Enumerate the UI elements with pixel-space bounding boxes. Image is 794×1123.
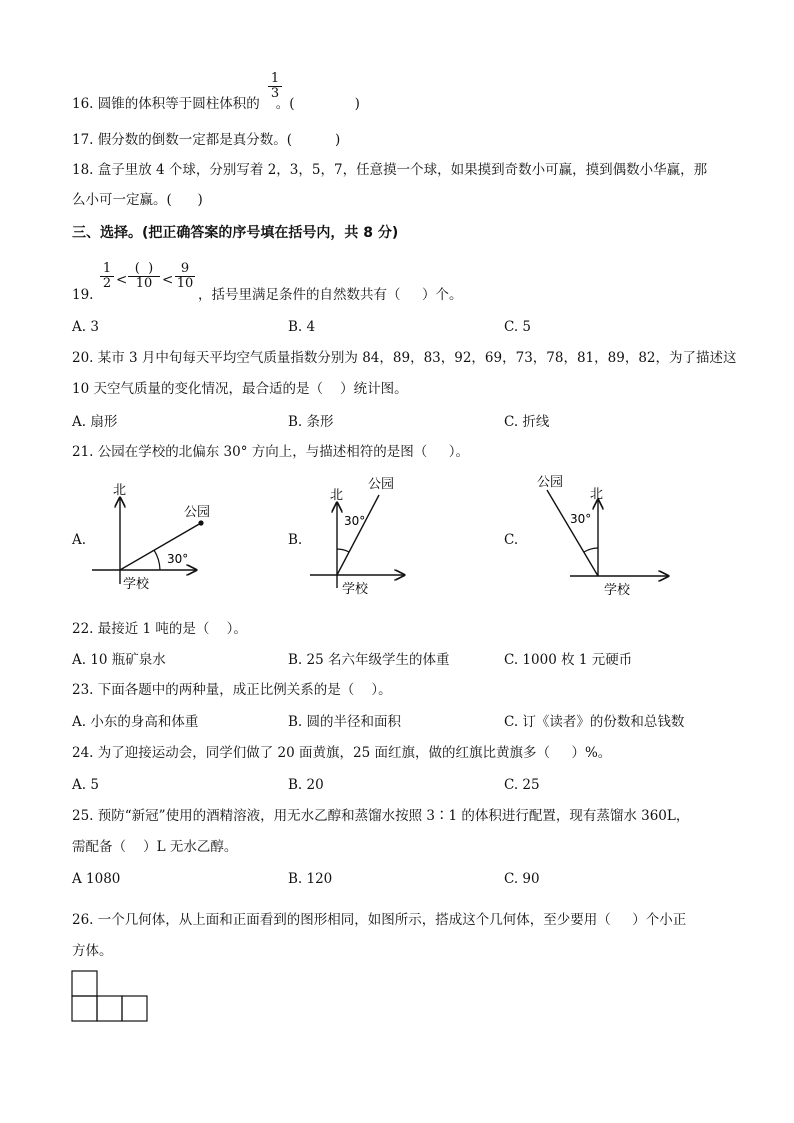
q24-option-b[interactable]: B. 20: [288, 777, 324, 793]
direction-ray-b: [337, 495, 379, 575]
q24-option-a[interactable]: A. 5: [72, 777, 99, 793]
angle-arc-b: [337, 549, 349, 552]
q26-cube-view-figure: [71, 970, 151, 1026]
q23-option-b[interactable]: B. 圆的半径和面积: [288, 714, 402, 730]
park-label-b: 公园: [368, 477, 395, 492]
question-25-line2: 需配备（ ）L 无水乙醇。: [72, 839, 238, 855]
angle-label-c: 30°: [570, 512, 592, 526]
q16-tail: 。( ): [275, 96, 360, 112]
q19-lt-1: <: [116, 272, 128, 288]
question-20-line1: 20. 某市 3 月中旬每天平均空气质量指数分别为 84，89，83，92，69，73，78，81，89，82，为了描述这: [72, 350, 737, 366]
cube-square-top: [72, 971, 97, 996]
q19-frac-3-num: 9: [180, 261, 190, 276]
section-3-title: 三、选择。(把正确答案的序号填在括号内，共 8 分): [72, 225, 399, 241]
school-label-c: 学校: [604, 583, 631, 598]
question-24: 24. 为了迎接运动会，同学们做了 20 面黄旗，25 面红旗，做的红旗比黄旗多（ ）%。: [72, 745, 612, 761]
q19-option-b[interactable]: B. 4: [288, 319, 316, 335]
q20-option-c[interactable]: C. 折线: [504, 414, 550, 430]
angle-arc-c: [584, 548, 598, 552]
park-point-a: [198, 520, 203, 525]
question-25-line1: 25. 预防“新冠”使用的酒精溶液，用无水乙醇和蒸馏水按照 3∶1 的体积进行配置，现有蒸馏水 360L，: [72, 808, 690, 824]
q19-number: 19.: [72, 287, 94, 303]
question-22: 22. 最接近 1 吨的是（ ）。: [72, 621, 247, 637]
q21-diagrams: [0, 470, 794, 620]
cube-square-bottom-1: [72, 996, 97, 1021]
school-label-b: 学校: [342, 582, 369, 597]
direction-ray-a: [120, 523, 201, 570]
q22-option-b[interactable]: B. 25 名六年级学生的体重: [288, 652, 450, 668]
question-18-line1: 18. 盒子里放 4 个球，分别写着 2，3，5，7，任意摸一个球，如果摸到奇数小可赢，摸到偶数小华赢，那: [72, 162, 708, 178]
angle-label-a: 30°: [167, 552, 189, 566]
direction-ray-c: [547, 490, 598, 576]
q16-text: 16. 圆锥的体积等于圆柱体积的: [72, 96, 260, 112]
q22-option-a[interactable]: A. 10 瓶矿泉水: [72, 652, 166, 668]
q20-option-b[interactable]: B. 条形: [288, 414, 334, 430]
question-17: 17. 假分数的倒数一定都是真分数。( ): [72, 132, 341, 148]
angle-arc-a: [154, 550, 160, 570]
question-18-line2: 么小可一定赢。( ): [72, 192, 203, 208]
angle-label-b: 30°: [344, 514, 366, 528]
question-21: 21. 公园在学校的北偏东 30° 方向上，与描述相符的是图（ ）。: [72, 444, 469, 460]
north-label-b: 北: [330, 488, 344, 503]
park-label-a: 公园: [184, 505, 211, 520]
q22-option-c[interactable]: C. 1000 枚 1 元硬币: [504, 652, 633, 668]
q20-option-a[interactable]: A. 扇形: [72, 414, 118, 430]
q19-frac-1-den: 2: [100, 276, 114, 291]
q25-option-a[interactable]: A 1080: [72, 871, 121, 887]
question-16: [72, 95, 360, 113]
q19-frac-3-den: 10: [176, 276, 194, 291]
q19-frac-1-num: 1: [102, 261, 112, 276]
q21-option-a-label[interactable]: A.: [72, 532, 87, 548]
q21-option-b-label[interactable]: B.: [288, 532, 303, 548]
q21-diagram-c[interactable]: [537, 475, 668, 598]
north-label-c: 北: [590, 487, 604, 502]
q19-option-c[interactable]: C. 5: [504, 319, 532, 335]
q19-text: ，括号里满足条件的自然数共有（ ）个。: [198, 287, 463, 303]
q19-frac-1: [100, 262, 114, 291]
q19-lt-2: <: [162, 272, 174, 288]
q24-option-c[interactable]: C. 25: [504, 777, 540, 793]
q23-option-a[interactable]: A. 小东的身高和体重: [72, 714, 199, 730]
q21-diagram-b[interactable]: [310, 477, 404, 597]
question-23: 23. 下面各题中的两种量，成正比例关系的是（ ）。: [72, 682, 392, 698]
cube-square-bottom-2: [97, 996, 122, 1021]
q21-diagram-a[interactable]: [92, 483, 210, 592]
question-26-line2: 方体。: [72, 943, 113, 959]
q19-frac-2-den: 10: [128, 276, 160, 291]
q16-frac-denominator: 3: [268, 86, 282, 101]
q21-option-c-label[interactable]: C.: [504, 532, 519, 548]
q25-option-c[interactable]: C. 90: [504, 871, 540, 887]
q19-option-a[interactable]: A. 3: [72, 319, 99, 335]
question-20-line2: 10 天空气质量的变化情况，最合适的是（ ）统计图。: [72, 381, 408, 397]
q19-frac-2: [128, 262, 160, 291]
q23-option-c[interactable]: C. 订《读者》的份数和总钱数: [504, 714, 685, 730]
north-label-a: 北: [113, 483, 127, 498]
q19-frac-2-num: ( ): [134, 261, 154, 276]
park-label-c: 公园: [537, 475, 564, 490]
q16-frac-numerator: 1: [270, 71, 280, 86]
school-label-a: 学校: [123, 577, 150, 592]
q25-option-b[interactable]: B. 120: [288, 871, 333, 887]
question-26-line1: 26. 一个几何体，从上面和正面看到的图形相同，如图所示，搭成这个几何体，至少要用（ ）个小正: [72, 912, 687, 928]
q19-frac-3: [175, 262, 195, 291]
cube-square-bottom-3: [122, 996, 147, 1021]
